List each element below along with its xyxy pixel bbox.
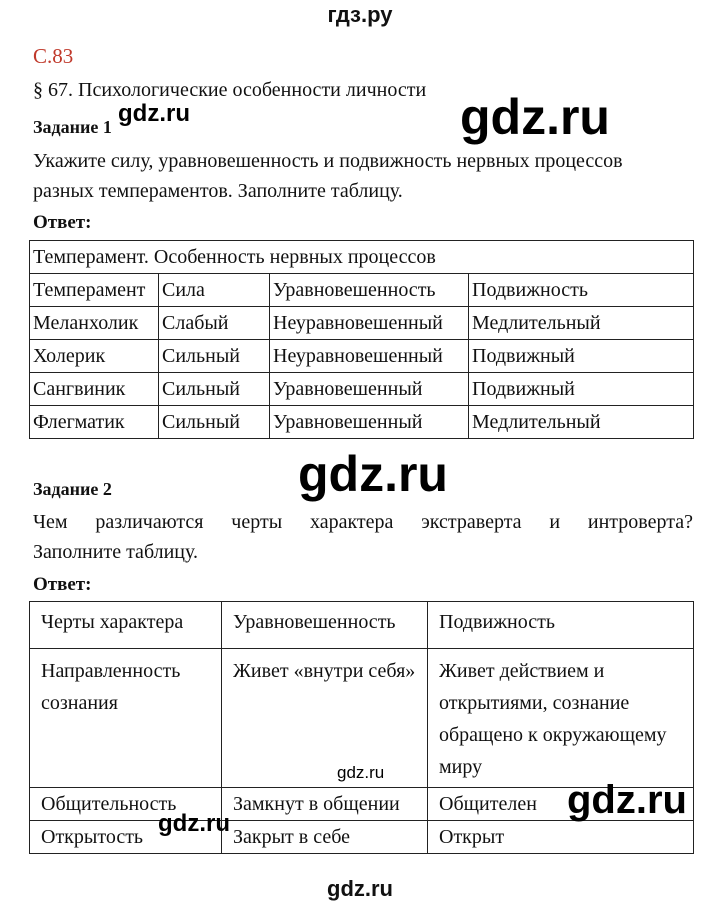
table-cell: Замкнут в общении xyxy=(222,788,428,821)
word: интроверта? xyxy=(587,511,693,533)
word: различаются xyxy=(95,511,204,533)
table-cell: Закрыт в себе xyxy=(222,821,428,854)
table-row xyxy=(30,406,694,439)
table-cell: Общителен xyxy=(428,788,694,821)
table-row xyxy=(30,821,694,854)
table-header-row xyxy=(30,274,694,307)
table-cell: Подвижный xyxy=(469,340,694,373)
table-cell: Открытость xyxy=(30,821,222,854)
header-cell: Сила xyxy=(159,274,270,307)
table-row xyxy=(30,373,694,406)
task2-heading: Задание 2 xyxy=(33,479,112,499)
table-cell: Открыт xyxy=(428,821,694,854)
word: характера xyxy=(309,511,394,533)
header-cell: Уравновешенность xyxy=(270,274,469,307)
header-cell: Темперамент xyxy=(30,274,159,307)
table-cell: Общительность xyxy=(30,788,222,821)
table-cell: Медлительный xyxy=(469,406,694,439)
table-cell: Медлительный xyxy=(469,307,694,340)
header-cell: Подвижность xyxy=(469,274,694,307)
table-row xyxy=(30,307,694,340)
watermark: gdz.ru xyxy=(118,100,190,127)
table-cell: Живет «внутри себя» xyxy=(222,649,428,788)
page-number: С.83 xyxy=(33,44,74,68)
table-header-row xyxy=(30,602,694,649)
watermark: gdz.ru xyxy=(158,810,230,837)
task1-text xyxy=(33,146,693,206)
temperament-table xyxy=(29,240,694,439)
task2-text-line2: Заполните таблицу. xyxy=(33,541,198,563)
header-cell: Подвижность xyxy=(428,602,694,649)
section-title: § 67. Психологические особенности личности xyxy=(33,79,427,101)
site-footer: gdz.ru xyxy=(327,876,393,901)
word: черты xyxy=(231,511,283,533)
header-cell: Уравновешенность xyxy=(222,602,428,649)
watermark: gdz.ru xyxy=(298,446,448,502)
table-cell: Неуравновешенный xyxy=(270,307,469,340)
table-cell: Живет действием и открытиями, сознание обращено к окружающему миру xyxy=(428,649,694,788)
task2-answer-label: Ответ: xyxy=(33,574,92,595)
table-row xyxy=(30,340,694,373)
watermark: gdz.ru xyxy=(337,763,385,782)
table-cell: Слабый xyxy=(159,307,270,340)
task1-answer-label: Ответ: xyxy=(33,212,92,233)
table-caption: Темперамент. Особенность нервных процессов xyxy=(30,241,694,274)
word: экстраверта xyxy=(421,511,522,533)
table-cell: Холерик xyxy=(30,340,159,373)
task1-text-line2: разных темпераментов. Заполните таблицу. xyxy=(33,180,403,202)
table-cell: Флегматик xyxy=(30,406,159,439)
table-cell: Меланхолик xyxy=(30,307,159,340)
table-cell: Уравновешенный xyxy=(270,373,469,406)
table-cell: Сильный xyxy=(159,340,270,373)
table-cell: Направленность сознания xyxy=(30,649,222,788)
table-cell: Сильный xyxy=(159,373,270,406)
task2-text-line1 xyxy=(33,507,693,537)
watermark: gdz.ru xyxy=(460,89,610,145)
task1-heading: Задание 1 xyxy=(33,117,112,137)
watermark: gdz.ru xyxy=(567,778,687,822)
table-cell: Уравновешенный xyxy=(270,406,469,439)
header-cell: Черты характера xyxy=(30,602,222,649)
word: Чем xyxy=(33,511,68,533)
word: и xyxy=(549,511,561,533)
site-header: гдз.ру xyxy=(327,2,393,27)
table-cell: Сангвиник xyxy=(30,373,159,406)
table-cell: Подвижный xyxy=(469,373,694,406)
task2-text xyxy=(33,507,693,567)
table-cell: Сильный xyxy=(159,406,270,439)
task1-text-line1: Укажите силу, уравновешенность и подвижность нервных процессов xyxy=(33,150,623,172)
table-cell: Неуравновешенный xyxy=(270,340,469,373)
